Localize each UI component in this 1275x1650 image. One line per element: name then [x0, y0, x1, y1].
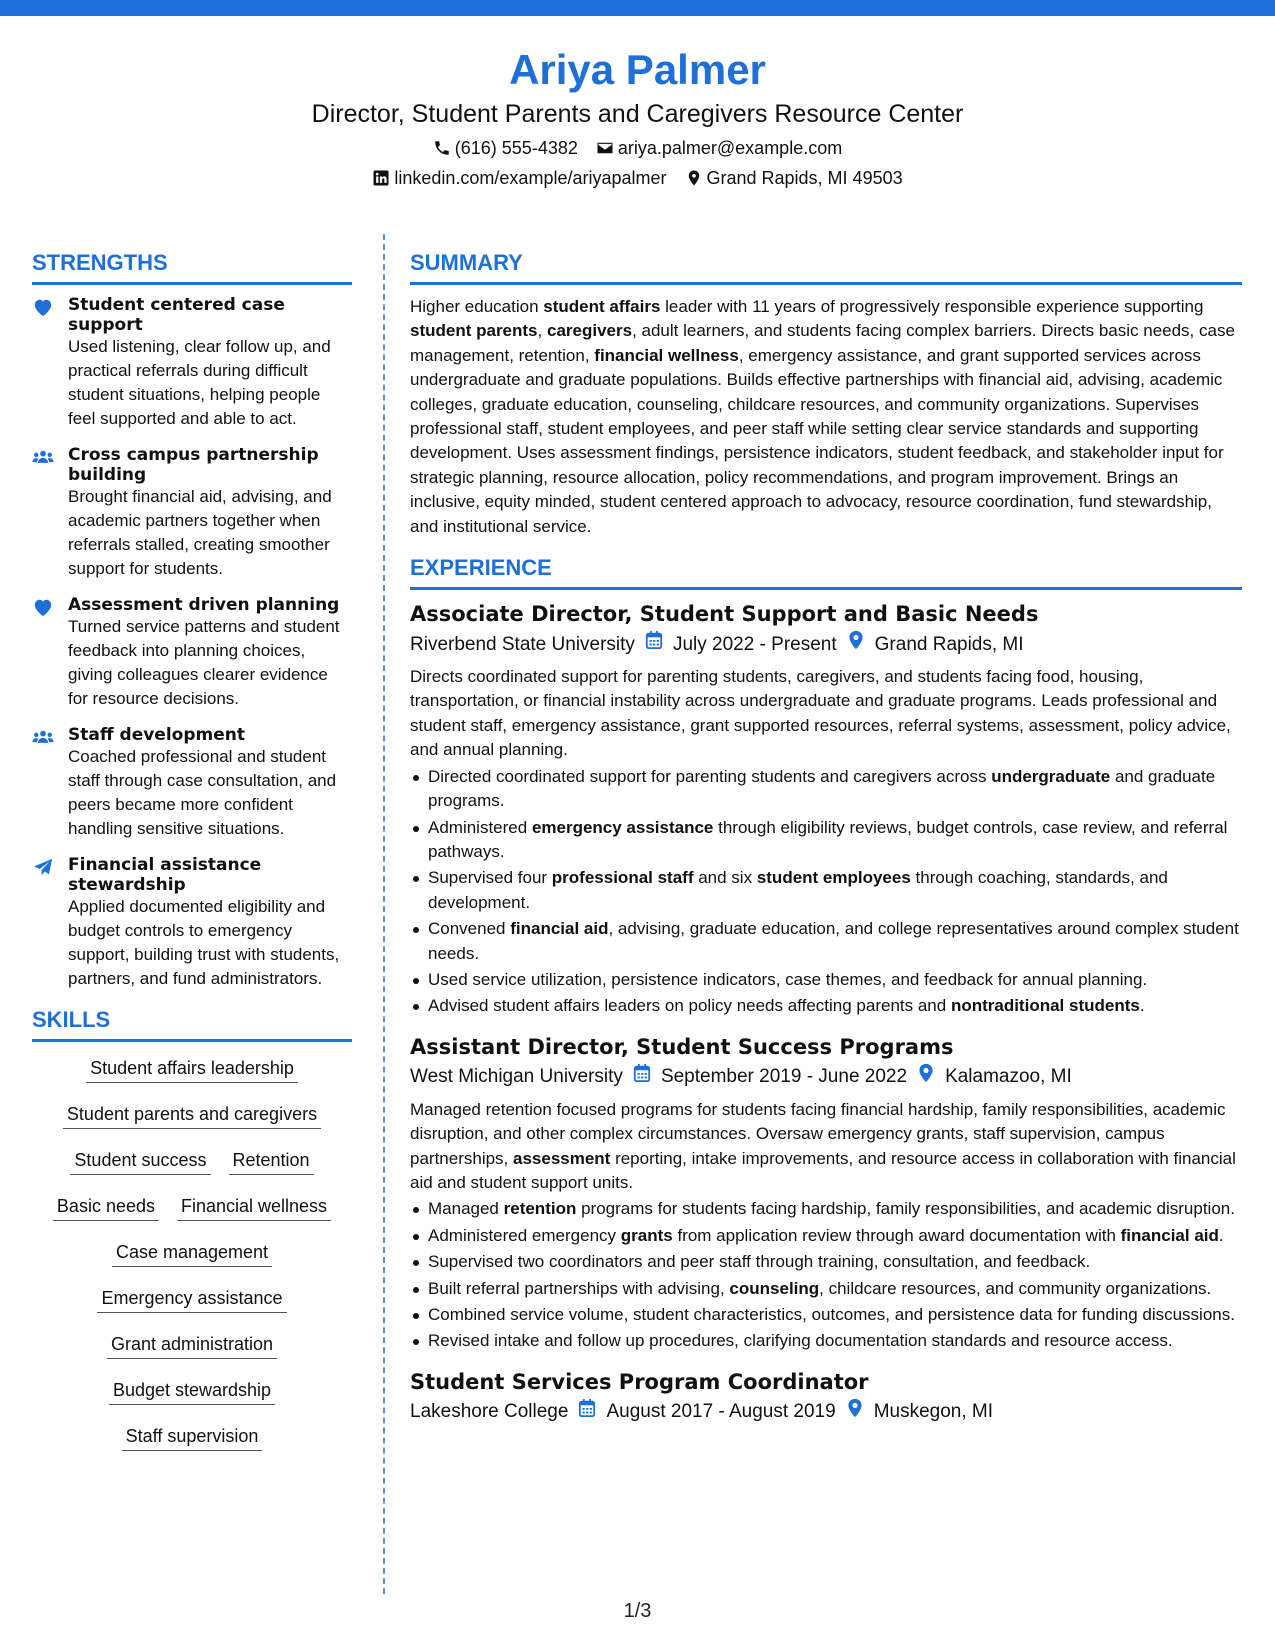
skill-tag: Case management	[112, 1240, 272, 1267]
strength-item	[32, 725, 352, 841]
job-meta	[410, 1063, 1242, 1092]
job-meta	[410, 1398, 1242, 1427]
bullet-item: Convened financial aid, advising, graduate education, and college representatives around complex student needs.	[410, 917, 1242, 966]
resume-header	[0, 44, 1275, 190]
strength-body	[68, 595, 352, 711]
strength-title: Financial assistance stewardship	[68, 855, 262, 895]
location-contact	[685, 166, 903, 190]
bold-keyword: emergency assistance	[531, 817, 714, 837]
strengths-list	[32, 295, 352, 991]
skill-tag: Student affairs leadership	[86, 1056, 298, 1083]
skill-tag: Grant administration	[107, 1332, 277, 1359]
column-divider	[383, 234, 385, 1594]
bullet-item: Administered emergency grants from application review through award documentation with financial aid.	[410, 1224, 1242, 1248]
phone-text: (616) 555-4382	[454, 138, 578, 158]
strength-title: Student centered case support	[68, 295, 285, 335]
bold-keyword: assessment	[513, 1148, 611, 1168]
users-icon	[32, 445, 54, 581]
skill-tag: Budget stewardship	[109, 1378, 275, 1405]
candidate-name: Ariya Palmer	[509, 46, 766, 93]
bold-keyword: nontraditional students	[950, 996, 1140, 1016]
bullet-item: Built referral partnerships with advising, counseling, childcare resources, and community organizations.	[410, 1277, 1242, 1301]
strength-body	[68, 295, 352, 431]
map-pin-icon	[917, 1063, 935, 1092]
job-bullets	[410, 765, 1242, 1019]
bold-keyword: grants	[620, 1225, 673, 1245]
bold-keyword: student employees	[756, 868, 911, 888]
skill-tag: Retention	[229, 1148, 314, 1175]
bold-keyword: undergraduate	[991, 766, 1111, 786]
strength-desc: Turned service patterns and student feedback into planning choices, giving colleagues clearer evidence for resource decisions.	[68, 617, 340, 708]
strength-desc: Applied documented eligibility and budget controls to emergency support, building trust with students, partners, and fund administrators.	[68, 897, 340, 988]
candidate-title: Director, Student Parents and Caregivers Resource Center	[311, 100, 964, 128]
skill-tag: Financial wellness	[177, 1194, 331, 1221]
strength-desc: Coached professional and student staff through case consultation, and peers became more confident handling sensitive situations.	[68, 747, 337, 838]
email-contact[interactable]	[596, 136, 842, 160]
contact-line-1	[0, 136, 1275, 160]
job-location: Grand Rapids, MI	[874, 633, 1024, 655]
job-dates: July 2022 - Present	[672, 633, 837, 655]
summary-heading: SUMMARY	[410, 248, 1242, 285]
map-pin-icon	[685, 169, 703, 187]
strength-item	[32, 595, 352, 711]
bullet-item: Directed coordinated support for parenting students and caregivers across undergraduate and graduate programs.	[410, 765, 1242, 814]
skills-list	[32, 1052, 352, 1451]
envelope-icon	[596, 139, 614, 157]
bold-keyword: professional staff	[551, 868, 694, 888]
linkedin-text: linkedin.com/example/ariyapalmer	[394, 168, 667, 188]
strength-title: Staff development	[68, 725, 245, 745]
bullet-item: Used service utilization, persistence indicators, case themes, and feedback for annual planning.	[410, 968, 1242, 992]
bullet-item: Supervised four professional staff and six student employees through coaching, standards, and development.	[410, 866, 1242, 915]
job-dates: September 2019 - June 2022	[660, 1066, 908, 1088]
strength-title: Cross campus partnership building	[68, 445, 319, 485]
left-column	[32, 248, 352, 1451]
heart-icon	[32, 595, 54, 711]
strength-body	[68, 445, 352, 581]
skill-tag: Staff supervision	[122, 1424, 263, 1451]
strength-body	[68, 725, 352, 841]
users-icon	[32, 725, 54, 841]
phone-contact[interactable]	[433, 136, 578, 160]
right-column	[410, 248, 1242, 1441]
bullet-item: Revised intake and follow up procedures, clarifying documentation standards and resource access.	[410, 1329, 1242, 1353]
strength-item	[32, 445, 352, 581]
job-meta	[410, 630, 1242, 659]
contact-line-2	[0, 166, 1275, 190]
bold-keyword: caregivers	[546, 321, 633, 341]
bold-keyword: counseling	[729, 1278, 820, 1298]
job-description: Managed retention focused programs for students facing financial hardship, family responsibilities, academic disruption, and other complex circumstances. Oversaw emergency grants, staff supervision, campus partnerships, assessment reporting, intake improvements, and resource access in collaboration with financial aid and student support units.	[410, 1099, 1236, 1192]
job-description: Directs coordinated support for parenting students, caregivers, and students facing food, housing, transportation, or financial instability across undergraduate and graduate programs. Leads professional and student staff, emergency assistance, grant supported resources, referral systems, assessment, policy advice, and annual planning.	[410, 667, 1231, 760]
job-dates: August 2017 - August 2019	[606, 1401, 836, 1423]
strength-item	[32, 295, 352, 431]
phone-icon	[433, 139, 451, 157]
bold-keyword: financial wellness	[594, 345, 739, 365]
skill-tag: Emergency assistance	[97, 1286, 286, 1313]
job-title: Assistant Director, Student Success Programs	[410, 1034, 954, 1059]
map-pin-icon	[846, 1398, 864, 1427]
job-location: Kalamazoo, MI	[945, 1066, 1072, 1088]
skill-tag: Student parents and caregivers	[63, 1102, 321, 1129]
location-text: Grand Rapids, MI 49503	[706, 168, 903, 188]
summary-text: Higher education student affairs leader with 11 years of progressively responsible experience supporting student parents, caregivers, adult learners, and students facing complex barriers. Directs basic needs, case management, retention, financial wellness, emergency assistance, and grant supported services across undergraduate and graduate populations. Builds effective partnerships with financial aid, advising, academic colleges, graduate education, counseling, childcare resources, and community organizations. Supervises professional staff, student employees, and peer staff while setting clear service standards and supporting development. Uses assessment findings, persistence indicators, student feedback, and stakeholder input for strategic planning, resource allocation, policy recommendations, and program improvement. Brings an inclusive, equity minded, student centered approach to advocacy, resource coordination, fund stewardship, and institutional service.	[410, 297, 1235, 536]
calendar-icon	[633, 1063, 651, 1092]
job-organization: West Michigan University	[410, 1066, 623, 1088]
strengths-heading: STRENGTHS	[32, 248, 352, 285]
bullet-item: Managed retention programs for students facing hardship, family responsibilities, and academic disruption.	[410, 1197, 1242, 1221]
job-location: Muskegon, MI	[873, 1401, 994, 1423]
strength-title: Assessment driven planning	[68, 595, 340, 615]
bullet-item: Combined service volume, student characteristics, outcomes, and persistence data for funding discussions.	[410, 1303, 1242, 1327]
linkedin-contact[interactable]	[372, 166, 666, 190]
strength-desc: Brought financial aid, advising, and academic partners together when referrals stalled, creating smoother support for students.	[68, 487, 332, 578]
heart-icon	[32, 295, 54, 431]
bold-keyword: retention	[503, 1199, 577, 1219]
job-bullets	[410, 1197, 1242, 1353]
bold-keyword: student affairs	[543, 297, 661, 316]
calendar-icon	[578, 1398, 596, 1427]
strength-body	[68, 855, 352, 991]
strength-item	[32, 855, 352, 991]
skill-tag: Basic needs	[53, 1194, 159, 1221]
bullet-item: Advised student affairs leaders on policy needs affecting parents and nontraditional students.	[410, 994, 1242, 1018]
page-number: 1/3	[623, 1600, 652, 1622]
bold-keyword: financial aid	[510, 919, 609, 939]
experience-heading: EXPERIENCE	[410, 553, 1242, 590]
strength-desc: Used listening, clear follow up, and practical referrals during difficult student situations, helping people feel supported and able to act.	[68, 337, 331, 428]
job-organization: Riverbend State University	[410, 633, 635, 655]
bullet-item: Supervised two coordinators and peer staff through training, consultation, and feedback.	[410, 1250, 1242, 1274]
calendar-icon	[645, 630, 663, 659]
email-text: ariya.palmer@example.com	[617, 138, 843, 158]
bullet-item: Administered emergency assistance through eligibility reviews, budget controls, case review, and referral pathways.	[410, 816, 1242, 865]
job-entry	[410, 600, 1242, 1019]
map-pin-icon	[847, 630, 865, 659]
job-entry	[410, 1368, 1242, 1427]
skills-heading: SKILLS	[32, 1005, 352, 1042]
bold-keyword: student parents	[410, 321, 538, 341]
skill-tag: Student success	[70, 1148, 210, 1175]
linkedin-icon	[372, 169, 390, 187]
job-title: Student Services Program Coordinator	[410, 1369, 869, 1394]
job-organization: Lakeshore College	[410, 1401, 569, 1423]
paper-plane-icon	[32, 855, 54, 991]
bold-keyword: financial aid	[1120, 1225, 1219, 1245]
top-accent-bar	[0, 0, 1275, 16]
job-entry	[410, 1033, 1242, 1354]
experience-list	[410, 600, 1242, 1427]
job-title: Associate Director, Student Support and Basic Needs	[410, 602, 1039, 627]
